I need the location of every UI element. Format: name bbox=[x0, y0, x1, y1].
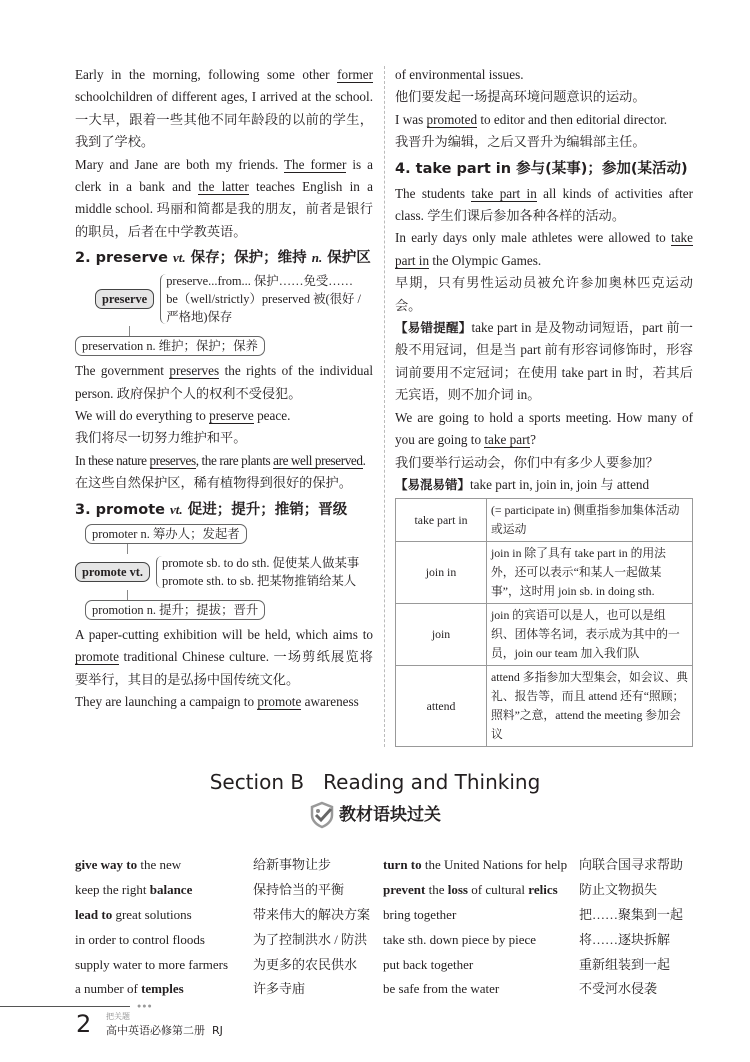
paragraph: A paper-cutting exhibition will be held, which aims to promote traditional Chinese culture. 一场剪纸展览将要举行，其目的是弘扬中国传统文化。 bbox=[75, 626, 373, 687]
paragraph: The government preserves the rights of the individual person. 政府保护个人的权利不受侵犯。 bbox=[75, 363, 373, 401]
phrase-english bbox=[383, 903, 579, 928]
phrase-english bbox=[75, 878, 253, 903]
phrase-english bbox=[75, 903, 253, 928]
phrase-row bbox=[75, 953, 375, 978]
phrase-text: the new bbox=[137, 857, 182, 873]
heading-take-part-in: 4. take part in 参与(某事)；参加(某活动) bbox=[395, 160, 688, 177]
phrase-text: take sth. down piece by piece bbox=[383, 931, 537, 947]
phrase-chinese: 不受河水侵袭 bbox=[579, 981, 658, 997]
paragraph: 他们要发起一场提高环境问题意识的运动。 bbox=[395, 89, 646, 105]
series-name: 把关题 bbox=[106, 1012, 130, 1022]
section-title: Section B Reading and Thinking bbox=[209, 770, 541, 795]
keyword: balance bbox=[149, 882, 193, 898]
phrase-row bbox=[75, 977, 375, 1002]
phrase-text: be safe from the water bbox=[383, 981, 500, 997]
phrase-chinese: 保持恰当的平衡 bbox=[253, 882, 345, 898]
phrase-chinese: 重新组装到一起 bbox=[579, 956, 671, 972]
paragraph: They are launching a campaign to promote awareness bbox=[75, 693, 359, 709]
phrase-row bbox=[383, 853, 693, 878]
shield-check-icon bbox=[309, 801, 335, 829]
book-title: 高中英语必修第二册 RJ bbox=[106, 1024, 223, 1038]
phrase-row bbox=[383, 903, 693, 928]
preserve-diagram bbox=[75, 272, 373, 356]
phrase-english bbox=[75, 977, 253, 1002]
keyword: temples bbox=[141, 981, 184, 997]
compare-paragraph: 【易混易错】take part in, join in, join 与 attend bbox=[395, 476, 650, 492]
preservation-node: preservation n. 维护；保护；保养 bbox=[75, 336, 265, 356]
tip-tag: 【易错提醒】 bbox=[395, 320, 472, 336]
preserve-node: preserve bbox=[95, 289, 154, 309]
phrase-row bbox=[75, 853, 375, 878]
paragraph: of environmental issues. bbox=[395, 67, 524, 82]
phrase-english bbox=[383, 977, 579, 1002]
diagram-row bbox=[75, 554, 373, 590]
phrase-chinese: 向联合国寻求帮助 bbox=[579, 857, 684, 873]
phrase-text: the bbox=[425, 882, 448, 898]
branch-text: promote sb. to do sth. 促使某人做某事 promote sth. to sb. 把某物推销给某人 bbox=[162, 555, 360, 588]
keyword: turn to bbox=[383, 857, 422, 873]
phrase-english bbox=[383, 928, 579, 953]
phrase-text: in order to control floods bbox=[75, 931, 205, 947]
phrase-text: the United Nations for help bbox=[421, 857, 568, 873]
promotion-node: promotion n. 提升；提拔；晋升 bbox=[85, 600, 265, 620]
phrase-text: keep the right bbox=[75, 882, 150, 898]
paragraph: 早期，只有男性运动员被允许参加奥林匹克运动会。 bbox=[395, 275, 693, 313]
phrase-chinese: 将……逐块拆解 bbox=[579, 931, 671, 947]
explanation: join in 除了具有 take part in 的用法外，还可以表示“和某人一起做某事”，这时用 join sb. in doing sth. bbox=[487, 542, 693, 604]
phrase-english bbox=[75, 928, 253, 953]
phrase-text: of cultural bbox=[468, 882, 529, 898]
arrow-down bbox=[127, 590, 128, 600]
phrase-text: supply water to more farmers bbox=[75, 956, 229, 972]
section-subtitle bbox=[0, 801, 750, 829]
paragraph: 我晋升为编辑，之后又晋升为编辑部主任。 bbox=[395, 134, 646, 150]
phrase-english bbox=[383, 878, 579, 903]
phrase-chinese: 给新事物让步 bbox=[253, 857, 332, 873]
paragraph: 在这些自然保护区，稀有植物得到很好的保护。 bbox=[75, 475, 352, 491]
phrase-row bbox=[75, 878, 375, 903]
heading-promote: 3. promote vt. 促进；提升；推销；晋级 bbox=[75, 501, 348, 518]
promote-diagram bbox=[75, 524, 373, 620]
paragraph: We are going to hold a sports meeting. How many of you are going to take part? bbox=[395, 409, 693, 448]
phrase-lists bbox=[75, 853, 693, 1002]
phrase-row bbox=[75, 928, 375, 953]
table-row bbox=[396, 666, 693, 747]
heading-preserve: 2. preserve vt. 保存；保护；维持 n. 保护区 bbox=[75, 250, 371, 267]
phrase-english bbox=[383, 953, 579, 978]
table-row bbox=[396, 499, 693, 542]
right-column bbox=[395, 64, 693, 747]
keyword: loss bbox=[447, 882, 468, 898]
phrase-list-right bbox=[383, 853, 693, 1002]
term: join bbox=[396, 604, 487, 666]
keyword: relics bbox=[528, 882, 558, 898]
dots-icon: ●●● bbox=[137, 1002, 153, 1011]
promote-node: promote vt. bbox=[75, 562, 150, 582]
page-number: 2 bbox=[76, 1010, 92, 1039]
table-row bbox=[396, 604, 693, 666]
paragraph: I was promoted to editor and then editorial director. bbox=[395, 111, 668, 127]
paragraph: In these nature preserves, the rare plants are well preserved. bbox=[75, 452, 366, 468]
paragraph: Early in the morning, following some other former schoolchildren of different ages, I arrived at the school. 一大早，跟着一些其他不同年龄段的以前的学生，我到了学校。 bbox=[75, 67, 373, 150]
phrase-text: bring together bbox=[383, 906, 457, 922]
footer bbox=[0, 1002, 750, 1062]
phrase-text: a number of bbox=[75, 981, 142, 997]
compare-tag: 【易混易错】 bbox=[395, 476, 471, 492]
term: attend bbox=[396, 666, 487, 747]
phrase-english bbox=[75, 953, 253, 978]
phrase-text: great solutions bbox=[112, 906, 192, 922]
keyword: lead to bbox=[75, 906, 113, 922]
paragraph: In early days only male athletes were allowed to take part in the Olympic Games. bbox=[395, 230, 693, 268]
promoter-node: promoter n. 筹办人；发起者 bbox=[85, 524, 247, 544]
two-column-body bbox=[75, 64, 693, 747]
paragraph: 我们将尽一切努力维护和平。 bbox=[75, 430, 247, 446]
phrase-text: put back together bbox=[383, 956, 474, 972]
keyword: give way to bbox=[75, 857, 138, 873]
phrase-row bbox=[383, 977, 693, 1002]
term: take part in bbox=[396, 499, 487, 542]
phrase-chinese: 防止文物损失 bbox=[579, 882, 658, 898]
explanation: attend 多指参加大型集会，如会议、典礼、报告等，而且 attend 还有“照顾；照料”之意，attend the meeting 参加会议 bbox=[487, 666, 693, 747]
phrase-chinese: 为了控制洪水 / 防洪 bbox=[253, 931, 368, 947]
subtitle-text: 教材语块过关 bbox=[339, 805, 441, 826]
phrase-row bbox=[383, 953, 693, 978]
keyword: prevent bbox=[383, 882, 426, 898]
phrase-row bbox=[383, 928, 693, 953]
phrase-chinese: 许多寺庙 bbox=[253, 981, 306, 997]
phrase-chinese: 带来伟大的解决方案 bbox=[253, 906, 371, 922]
phrase-english bbox=[383, 853, 579, 878]
paragraph: Mary and Jane are both my friends. The former is a clerk in a bank and the latter teaches English in a middle school. 玛丽和简都是我的朋友，前者是银行的职员，后者在中学教英语。 bbox=[75, 156, 373, 239]
phrase-list-left bbox=[75, 853, 375, 1002]
footer-rule bbox=[0, 1006, 130, 1007]
phrase-row bbox=[383, 878, 693, 903]
phrase-english bbox=[75, 853, 253, 878]
phrase-chinese: 为更多的农民供水 bbox=[253, 956, 358, 972]
explanation: join 的宾语可以是人，也可以是组织、团体等名词，表示成为其中的一员，join our team 加入我们队 bbox=[487, 604, 693, 666]
arrow-down bbox=[129, 326, 130, 336]
paragraph: The students take part in all kinds of activities after class. 学生们课后参加各种各样的活动。 bbox=[395, 185, 693, 224]
explanation: (= participate in) 侧重指参加集体活动或运动 bbox=[487, 499, 693, 542]
tip-paragraph: 【易错提醒】take part in 是及物动词短语，part 前一般不用冠词，但是当 part 前有形容词修饰时，形容词前要用不定冠词；在使用 take part in 时，若其后无宾语，则不加介词 in。 bbox=[395, 320, 693, 403]
comparison-table bbox=[395, 498, 693, 747]
branch-text: preserve...from... 保护……免受…… be（well/strictly）preserved 被(很好 / 严格地)保存 bbox=[166, 274, 361, 325]
paragraph: 我们要举行运动会，你们中有多少人要参加？ bbox=[395, 454, 659, 470]
phrase-row bbox=[75, 903, 375, 928]
diagram-row bbox=[75, 272, 373, 326]
arrow-up bbox=[127, 544, 128, 554]
term: join in bbox=[396, 542, 487, 604]
column-divider bbox=[384, 66, 385, 747]
table-row bbox=[396, 542, 693, 604]
phrase-chinese: 把……聚集到一起 bbox=[579, 906, 684, 922]
paragraph: We will do everything to preserve peace. bbox=[75, 408, 291, 424]
left-column bbox=[75, 64, 373, 713]
